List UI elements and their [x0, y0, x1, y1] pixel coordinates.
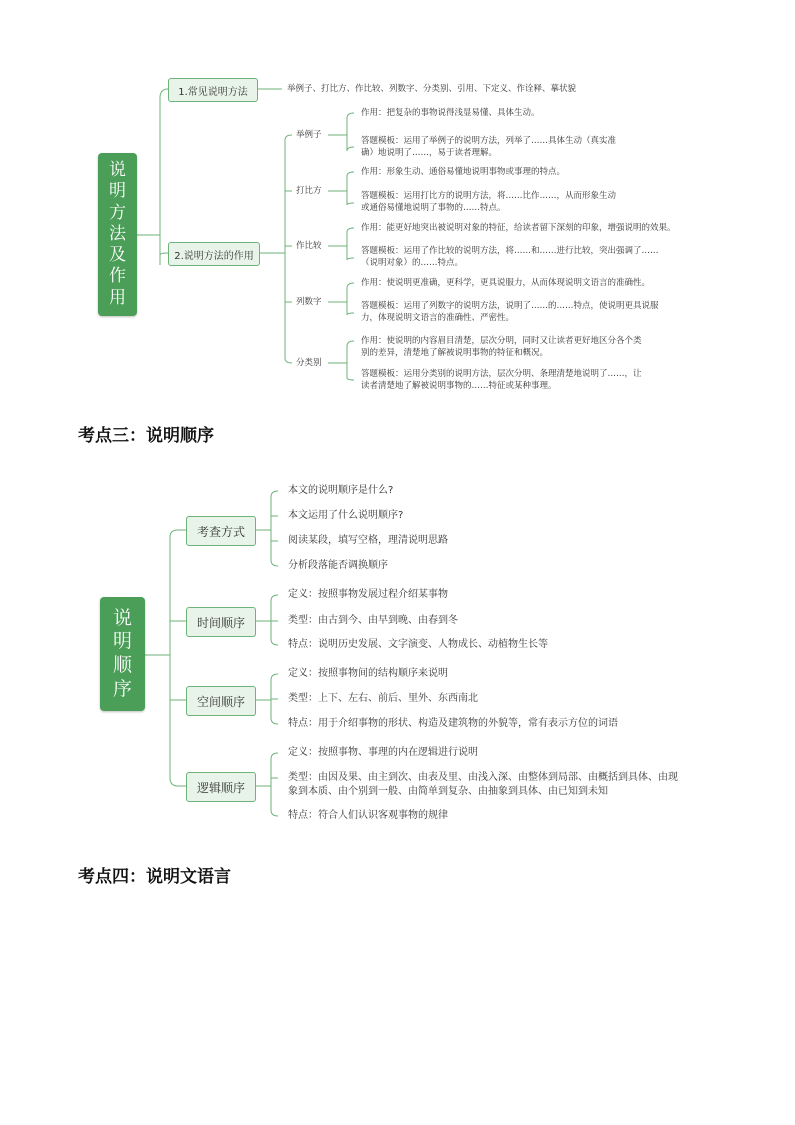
- method-template: 答题模板：运用了举例子的说明方法，列举了……具体生动（真实准: [361, 136, 617, 146]
- branch-item: 定义：按照事物发展过程介绍某事物: [288, 589, 448, 600]
- branch-item: 特点：说明历史发展、文字演变、人物成长、动植物生长等: [288, 639, 548, 650]
- root-char: 用: [109, 287, 126, 308]
- method-template: 答题模板：运用打比方的说明方法，将……比作……，从而形象生动: [361, 191, 617, 201]
- branch-item: 阅读某段，填写空格，理清说明思路: [288, 535, 448, 546]
- root-char: 明: [109, 181, 126, 202]
- method-template: 或通俗易懂地说明了事物的……特点。: [361, 203, 506, 213]
- method-effect: 作用：形象生动、通俗易懂地说明事物或事理的特点。: [361, 167, 566, 177]
- root-char: 法: [109, 223, 126, 244]
- method-effect: 作用：使说明更准确，更科学，更具说服力，从而体现说明文语言的准确性。: [361, 278, 651, 288]
- root-char: 作: [109, 266, 126, 287]
- method-effect: 别的差异，清楚地了解被说明事物的特征和概况。: [361, 348, 549, 358]
- branch-item: 定义：按照事物、事理的内在逻辑进行说明: [288, 747, 478, 758]
- method-template: 答题模板：运用了作比较的说明方法，将……和……进行比较，突出强调了……: [361, 246, 659, 256]
- branch-item: 特点：符合人们认识客观事物的规律: [288, 810, 448, 821]
- root-char: 说: [109, 160, 126, 181]
- branch-item: 定义：按照事物间的结构顺序来说明: [288, 668, 448, 679]
- common-methods-list: 举例子、打比方、作比较、列数字、分类别、引用、下定义、作诠释、摹状貌: [287, 84, 577, 94]
- method-template: （说明对象）的……特点。: [361, 258, 464, 268]
- root-char: 序: [112, 677, 132, 700]
- method-name: 作比较: [296, 241, 322, 251]
- branch-space-order: 空间顺序: [186, 686, 256, 716]
- mindmap-root: [100, 597, 145, 711]
- method-name: 分类别: [296, 358, 322, 368]
- root-char: 说: [112, 606, 132, 629]
- method-effect: 作用：能更好地突出被说明对象的特征，给读者留下深刻的印象，增强说明的效果。: [361, 223, 676, 233]
- branch-item: 特点：用于介绍事物的形状、构造及建筑物的外貌等，常有表示方位的词语: [288, 718, 618, 729]
- section-heading-4: 考点四：说明文语言: [78, 867, 231, 887]
- method-template: 答题模板：运用了列数字的说明方法，说明了……的……特点，使说明更具说服: [361, 301, 659, 311]
- branch-method-effects: 2.说明方法的作用: [168, 242, 260, 266]
- branch-item: 类型：由因及果、由主到次、由表及里、由浅入深、由整体到局部、由概括到具体、由现: [288, 772, 678, 783]
- root-char: 方: [109, 202, 126, 223]
- method-template: 力，体现说明文语言的准确性、严密性。: [361, 313, 515, 323]
- branch-time-order: 时间顺序: [186, 607, 256, 637]
- branch-common-methods: 1.常见说明方法: [168, 78, 258, 102]
- method-effect: 作用：把复杂的事物说得浅显易懂、具体生动。: [361, 108, 540, 118]
- mindmap-root: [98, 153, 137, 316]
- method-name: 打比方: [296, 186, 322, 196]
- root-char: 顺: [112, 654, 132, 676]
- method-template: 读者清楚地了解被说明事物的……特征或某种事理。: [361, 381, 557, 391]
- branch-item: 象到本质、由个别到一般、由简单到复杂、由抽象到具体、由已知到未知: [288, 786, 608, 797]
- method-name: 列数字: [296, 297, 322, 307]
- branch-logic-order: 逻辑顺序: [186, 772, 256, 802]
- root-char: 明: [112, 630, 132, 653]
- method-template: 答题模板：运用分类别的说明方法，层次分明、条理清楚地说明了……，让: [361, 369, 642, 379]
- method-name: 举例子: [296, 130, 322, 140]
- branch-item: 类型：上下、左右、前后、里外、东西南北: [288, 693, 478, 704]
- branch-item: 类型：由古到今、由早到晚、由春到冬: [288, 615, 458, 626]
- root-char: 及: [109, 245, 126, 266]
- branch-item: 本文运用了什么说明顺序?: [288, 510, 404, 521]
- method-template: 确）地说明了……，易于读者理解。: [361, 148, 498, 158]
- method-effect: 作用：使说明的内容眉目清楚，层次分明，同时又让读者更好地区分各个类: [361, 336, 642, 346]
- section-heading-3: 考点三：说明顺序: [78, 426, 214, 446]
- branch-item: 本文的说明顺序是什么?: [288, 485, 394, 496]
- branch-item: 分析段落能否调换顺序: [288, 560, 388, 571]
- branch-exam-format: 考查方式: [186, 516, 256, 546]
